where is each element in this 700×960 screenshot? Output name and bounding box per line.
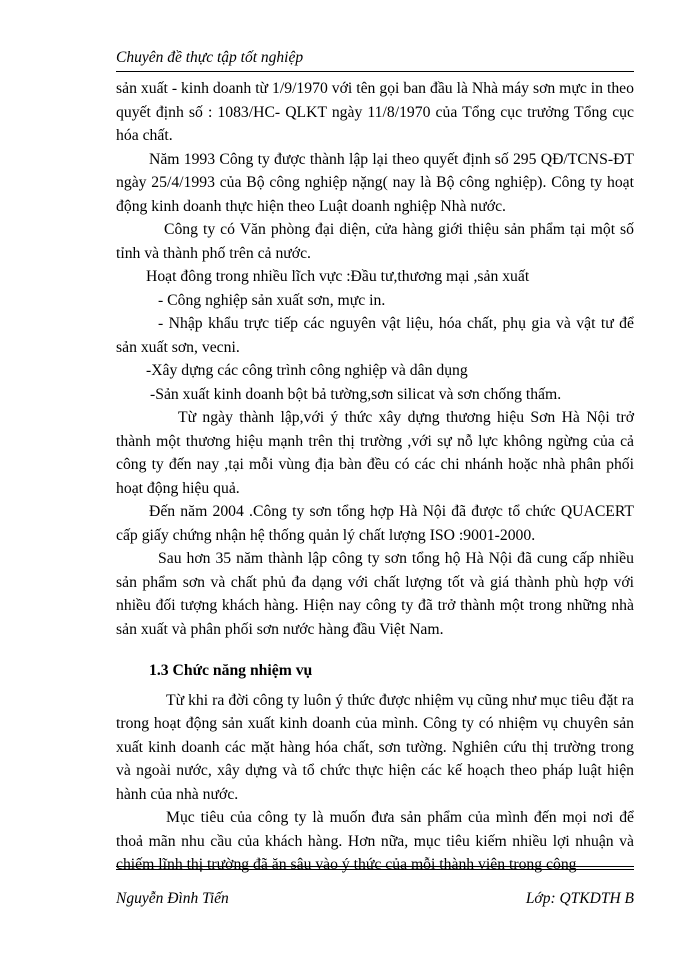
paragraph: Mục tiêu của công ty là muốn đưa sản phẩm của mình đến mọi nơi để thoả mãn nhu cầu của khách hàng. Hơn nữa, mục tiêu kiếm nhiều lợi nhuận và chiếm lĩnh thị trường đã ăn sâu vào ý thức của mỗi thành viên trong công bbox=[116, 809, 634, 873]
header-rule bbox=[116, 71, 634, 72]
paragraph: Từ ngày thành lập,với ý thức xây dựng thương hiệu Sơn Hà Nội trở thành một thương hiệu mạnh trên thị trường ,với sự nỗ lực không ngừng của cả công ty đến nay ,tại mỗi vùng địa bàn đều có các chi nhánh hoặc nhà phân phối hoạt động hiệu quả. bbox=[116, 409, 634, 497]
paragraph: sản xuất - kinh doanh từ 1/9/1970 với tên gọi ban đầu là Nhà máy sơn mực in theo quyết định số : 1083/HC- QLKT ngày 11/8/1970 của Tổng cục trưởng Tổng cục hóa chất. bbox=[116, 80, 634, 144]
paragraph: Từ khi ra đời công ty luôn ý thức được nhiệm vụ cũng như mục tiêu đặt ra trong hoạt động sản xuất kinh doanh của mình. Công ty có nhiệm vụ chuyên sản xuất kinh doanh các mặt hàng hóa chất, sơn tường. Nghiên cứu thị trường trong và ngoài nước, xây dựng và tổ chức thực hiện các kế hoạch theo pháp luật hiện hành của nhà nước. bbox=[116, 691, 634, 803]
footer-author: Nguyễn Đình Tiến bbox=[116, 890, 229, 907]
list-item: -Sản xuất kinh doanh bột bả tường,sơn silicat và sơn chống thấm. bbox=[150, 385, 562, 403]
footer-class: Lớp: QTKDTH B bbox=[525, 890, 634, 907]
page-header-title: Chuyên đề thực tập tốt nghiệp bbox=[116, 49, 304, 66]
document-body bbox=[116, 77, 634, 877]
paragraph: Hoạt đông trong nhiều lĩch vực :Đầu tư,thương mại ,sản xuất bbox=[146, 268, 530, 285]
footer-rule bbox=[116, 869, 634, 870]
list-item: - Công nghiệp sản xuất sơn, mực in. bbox=[158, 291, 386, 309]
paragraph: Công ty có Văn phòng đại diện, cửa hàng giới thiệu sản phẩm tại một số tỉnh và thành phố trên cả nước. bbox=[116, 221, 634, 262]
footer-rule bbox=[116, 866, 634, 867]
paragraph: Sau hơn 35 năm thành lập công ty sơn tổng hộ Hà Nội đã cung cấp nhiều sản phẩm sơn và chất phủ đa dạng với chất lượng tốt và giá thành phù hợp với nhiều đối tượng khách hàng. Hiện nay công ty đã trở thành một trong những nhà sản xuất và phân phối sơn nước hàng đầu Việt Nam. bbox=[116, 550, 634, 638]
paragraph: Đến năm 2004 .Công ty sơn tổng hợp Hà Nội đã được tổ chức QUACERT cấp giấy chứng nhận hệ thống quản lý chất lượng ISO :9001-2000. bbox=[116, 503, 634, 544]
section-heading: 1.3 Chức năng nhiệm vụ bbox=[149, 662, 313, 679]
list-item: -Xây dựng các công trình công nghiệp và dân dụng bbox=[146, 362, 468, 379]
paragraph: Năm 1993 Công ty được thành lập lại theo quyết định số 295 QĐ/TCNS-ĐT ngày 25/4/1993 của Bộ công nghiệp nặng( nay là Bộ công nghiệp). Công ty hoạt động kinh doanh thực hiện theo Luật doanh nghiệp Nhà nước. bbox=[116, 150, 634, 215]
list-item: - Nhập khẩu trực tiếp các nguyên vật liệu, hóa chất, phụ gia và vật tư để sản xuất sơn, vecni. bbox=[116, 315, 634, 356]
